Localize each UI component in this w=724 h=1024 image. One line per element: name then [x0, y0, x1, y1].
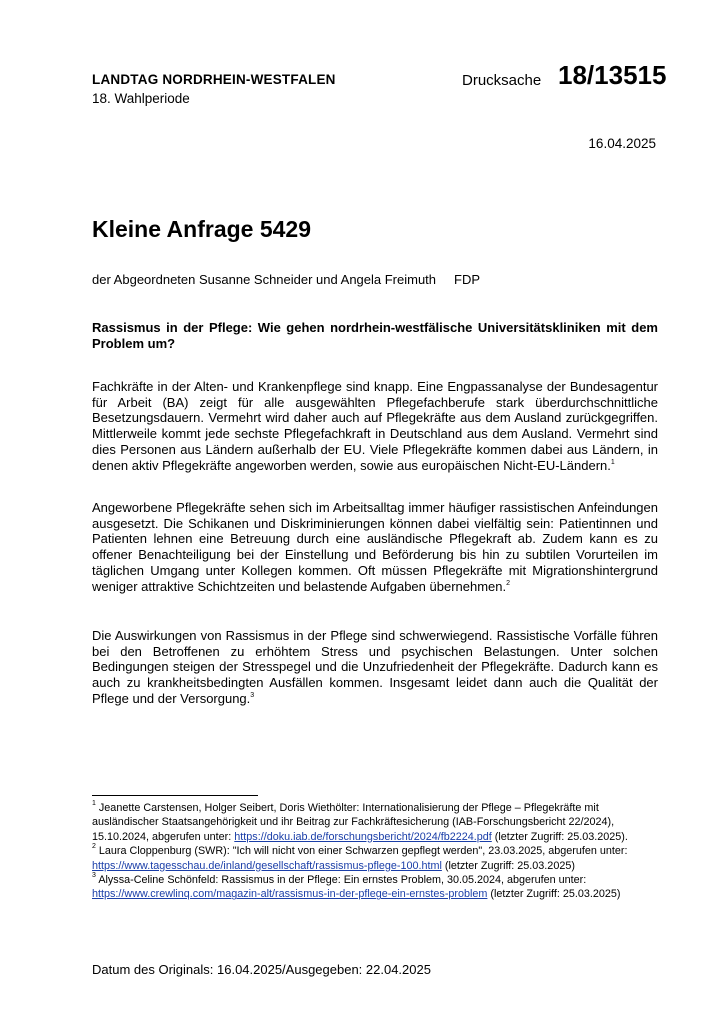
- authors-line: [92, 272, 480, 287]
- footnotes: [92, 801, 640, 902]
- footnote-2: [92, 844, 640, 873]
- footnote-ref[interactable]: 2: [506, 579, 511, 587]
- footnote-tail: (letzter Zugriff: 25.03.2025).: [494, 830, 628, 843]
- party: FDP: [454, 272, 481, 287]
- footnote-tail: (letzter Zugriff: 25.03.2025): [490, 888, 621, 901]
- body-paragraph-3: [92, 628, 658, 707]
- footnote-tail: (letzter Zugriff: 25.03.2025): [444, 859, 575, 872]
- footnote-text: Jeanette Carstensen, Holger Seibert, Doris Wiethölter: Internationalisierung der Pflege – Pflegekräfte mit ausländischer Staatsangehörigkeit und ihr Beitrag zur Fachkräftesicherung (IAB-Forschungsbericht 22/2024), 15.10.2024, abgerufen unter:: [92, 802, 615, 843]
- footnote-text: Laura Cloppenburg (SWR): "Ich will nicht von einer Schwarzen gepflegt werden", 23.03.2025, abgerufen unter:: [98, 845, 628, 858]
- footnote-ref[interactable]: 1: [610, 458, 615, 466]
- footnote-number: 3: [92, 872, 96, 880]
- paragraph-text: Die Auswirkungen von Rassismus in der Pflege sind schwerwiegend. Rassistische Vorfälle führen bei den Betroffenen zu erhöhtem Stress und psychischen Belastungen. Unter solchen Bedingungen steigen der Stresspegel und die Unzufriedenheit der Pflegekräfte. Dadurch kann es auch zu krankheitsbedingten Ausfällen kommen. Insgesamt leidet dann auch die Qualität der Pflege und der Versorgung.: [92, 628, 658, 706]
- footnote-number: 2: [92, 843, 96, 851]
- authors: der Abgeordneten Susanne Schneider und Angela Freimuth: [92, 272, 437, 287]
- paragraph-text: Fachkräfte in der Alten- und Krankenpflege sind knapp. Eine Engpassanalyse der Bundesagentur für Arbeit (BA) zeigt für alle ausgewählten Pflegefachberufe stark überdurchschnittliche Besetzungsdauern. Vermehrt wird daher auch auf Pflegekräfte aus dem Ausland zurückgegriffen. Mittlerweile kommt jede sechste Pflegefachkraft in Deutschland aus dem Ausland. Vermehrt sind dies Personen aus Ländern außerhalb der EU. Viele Pflegekräfte kommen dabei aus Ländern, in denen aktiv Pflegekräfte angeworben werden, sowie aus europäischen Nicht-EU-Ländern.: [92, 379, 658, 473]
- footnote-link[interactable]: https://doku.iab.de/forschungsbericht/2024/fb2224.pdf: [234, 830, 492, 843]
- document-number: 18/13515: [558, 60, 667, 90]
- footnote-3: [92, 873, 640, 902]
- footnote-link[interactable]: https://www.tagesschau.de/inland/gesellschaft/rassismus-pflege-100.html: [92, 859, 442, 872]
- footnote-text: Alyssa-Celine Schönfeld: Rassismus in der Pflege: Ein ernstes Problem, 30.05.2024, abgerufen unter:: [98, 874, 587, 887]
- footnote-ref[interactable]: 3: [250, 691, 255, 699]
- footnote-link[interactable]: https://www.crewlinq.com/magazin-alt/rassismus-in-der-pflege-ein-ernstes-problem: [92, 888, 488, 901]
- document-label: Drucksache: [462, 72, 542, 89]
- body-paragraph-1: [92, 379, 658, 473]
- publication-dates: Datum des Originals: 16.04.2025/Ausgegeben: 22.04.2025: [92, 962, 431, 977]
- subject-heading: Rassismus in der Pflege: Wie gehen nordrhein-westfälische Universitätskliniken mit dem Problem um?: [92, 320, 658, 351]
- legislative-period: 18. Wahlperiode: [92, 91, 190, 106]
- paragraph-text: Angeworbene Pflegekräfte sehen sich im Arbeitsalltag immer häufiger rassistischen Anfeindungen ausgesetzt. Die Schikanen und Diskriminierungen können dabei vielfältig sein: Patientinnen und Patienten lehnen eine Betreuung durch eine ausländische Pflegekraft ab. Zudem kann es zu offener Benachteiligung bei der Einstellung und Beförderung bis hin zu subtilen Vorurteilen im täglichen Umgang unter Kollegen kommen. Oft müssen Pflegekräfte mit Migrationshintergrund weniger attraktive Schichtzeiten und belastende Aufgaben übernehmen.: [92, 500, 658, 594]
- footnote-divider: [92, 795, 258, 796]
- body-paragraph-2: [92, 500, 658, 594]
- footnote-1: [92, 801, 640, 844]
- document-date: 16.04.2025: [588, 136, 656, 151]
- footnote-number: 1: [92, 800, 96, 807]
- parliament-name: LANDTAG NORDRHEIN-WESTFALEN: [92, 72, 336, 87]
- page-title: Kleine Anfrage 5429: [92, 216, 312, 242]
